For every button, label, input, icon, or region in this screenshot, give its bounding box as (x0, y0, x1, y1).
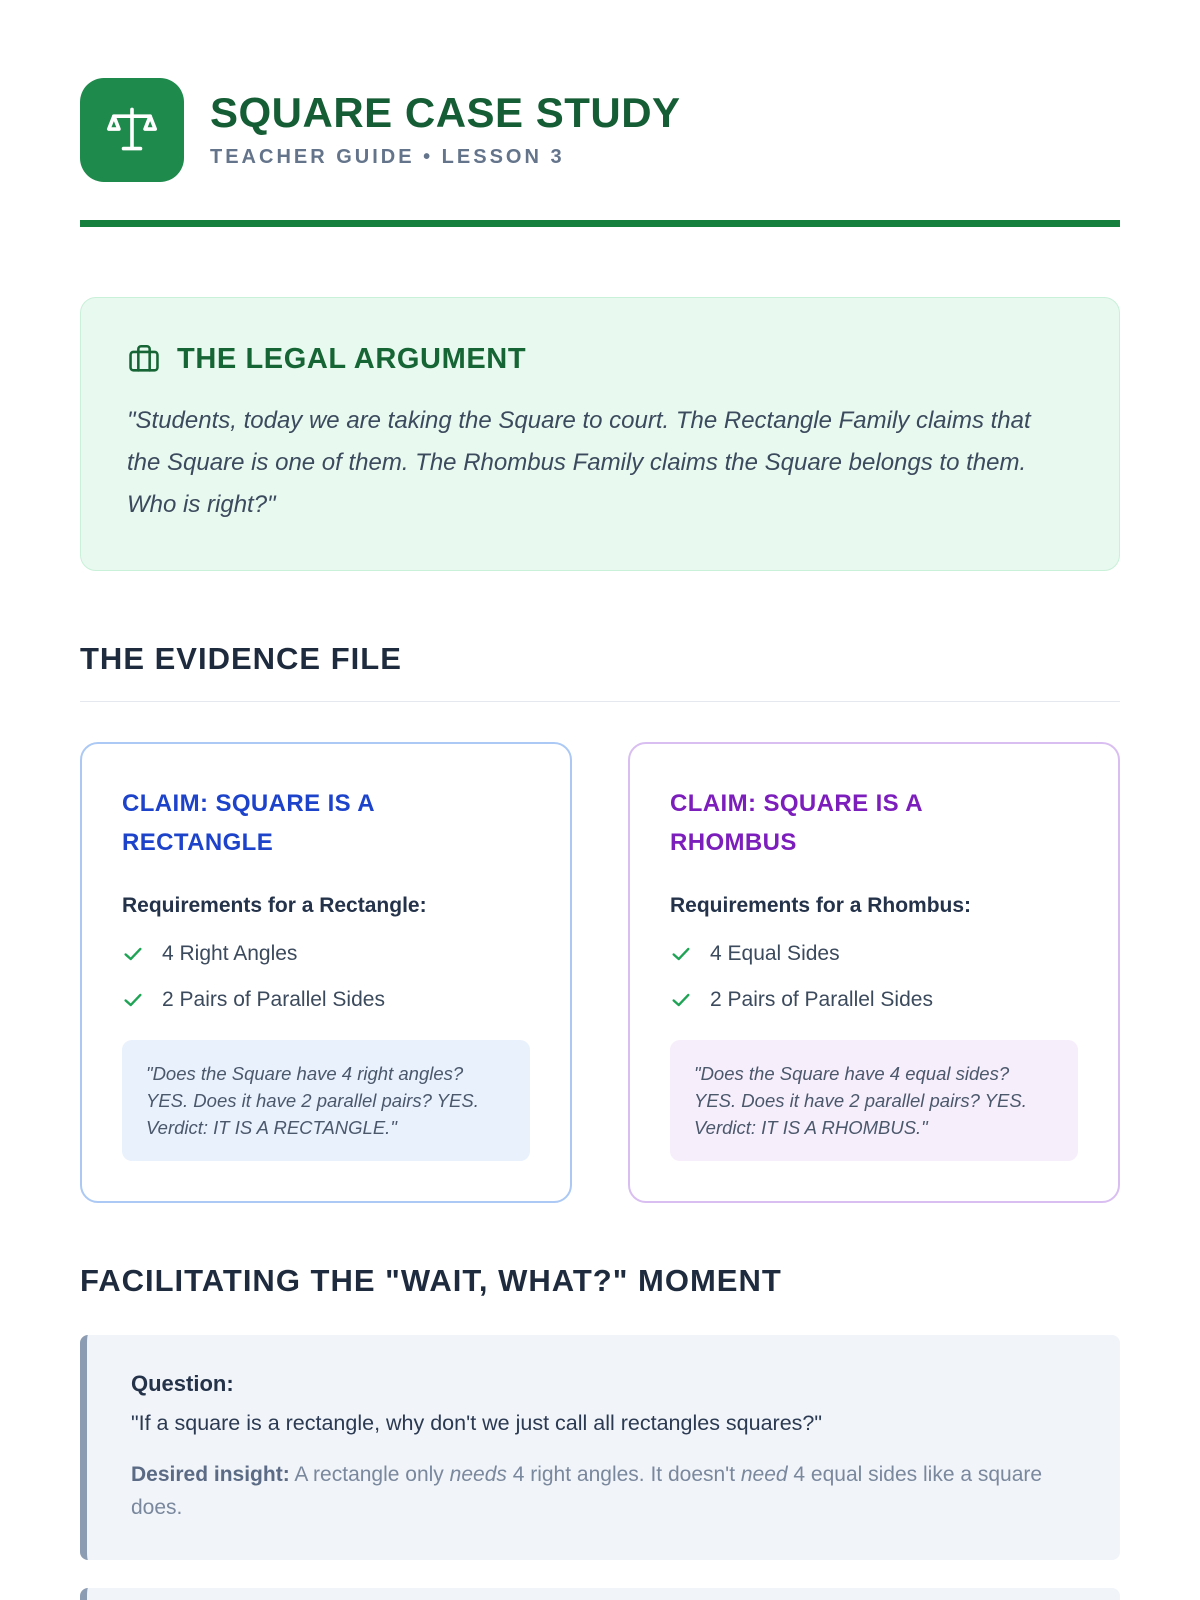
list-item-label: 4 Equal Sides (710, 942, 840, 965)
list-item-label: 2 Pairs of Parallel Sides (162, 988, 385, 1011)
question-label: Question: (131, 1371, 234, 1396)
insight-segment: 4 right angles. It doesn't (506, 1463, 741, 1486)
claim-cards-grid (80, 742, 1120, 1203)
evidence-divider (80, 701, 1120, 702)
insight-segment: 4 equal sides like a square does. (131, 1463, 1043, 1519)
insight-segment-italic: needs (449, 1463, 507, 1486)
scales-of-justice-icon (80, 78, 184, 182)
facilitating-heading: FACILITATING THE "WAIT, WHAT?" MOMENT (80, 1263, 782, 1298)
verdict-quote-rhombus: "Does the Square have 4 equal sides? YES. Does it have 2 parallel pairs? YES. Verdict: IT IS A RHOMBUS." (670, 1040, 1078, 1161)
insight-segment-italic: need (740, 1463, 788, 1486)
requirements-label: Requirements for a Rhombus: (670, 894, 972, 917)
check-icon (670, 989, 692, 1011)
page-subtitle: TEACHER GUIDE • LESSON 3 (210, 146, 565, 169)
question-text: "If a square is a rectangle, why don't we just call all rectangles squares?" (131, 1411, 823, 1435)
list-item-label: 2 Pairs of Parallel Sides (710, 988, 933, 1011)
list-item (670, 942, 1078, 966)
legal-argument-title: THE LEGAL ARGUMENT (177, 342, 527, 375)
list-item (122, 988, 530, 1012)
brand-text-block (210, 88, 681, 169)
next-note-box-cropped (80, 1588, 1120, 1600)
insight-segment: A rectangle only (289, 1463, 450, 1486)
check-icon (670, 943, 692, 965)
legal-argument-quote: "Students, today we are taking the Square to court. The Rectangle Family claims that the Square is one of them. The Rhombus Family claims the Square belongs to them. Who is right?" (127, 407, 1031, 518)
list-item (670, 988, 1078, 1012)
claim-card-title: CLAIM: SQUARE IS A RHOMBUS (670, 790, 923, 856)
check-icon (122, 943, 144, 965)
requirements-list (670, 942, 1078, 1012)
briefcase-icon (127, 342, 161, 376)
claim-card-title: CLAIM: SQUARE IS A RECTANGLE (122, 790, 375, 856)
claim-card-rhombus (628, 742, 1120, 1203)
desired-insight-text (131, 1458, 1076, 1524)
requirements-label: Requirements for a Rectangle: (122, 894, 427, 917)
requirements-list (122, 942, 530, 1012)
legal-argument-heading-row (127, 342, 1073, 376)
claim-card-rectangle (80, 742, 572, 1203)
legal-argument-callout (80, 297, 1120, 571)
evidence-file-heading: THE EVIDENCE FILE (80, 641, 402, 676)
list-item (122, 942, 530, 966)
check-icon (122, 989, 144, 1011)
list-item-label: 4 Right Angles (162, 942, 298, 965)
question-note-box (80, 1335, 1120, 1560)
header-divider (80, 220, 1120, 227)
page-title: SQUARE CASE STUDY (210, 88, 681, 136)
desired-insight-label: Desired insight: (131, 1463, 290, 1486)
verdict-quote-rectangle: "Does the Square have 4 right angles? YES. Does it have 2 parallel pairs? YES. Verdict: IT IS A RECTANGLE." (122, 1040, 530, 1161)
page-header (80, 78, 1120, 182)
